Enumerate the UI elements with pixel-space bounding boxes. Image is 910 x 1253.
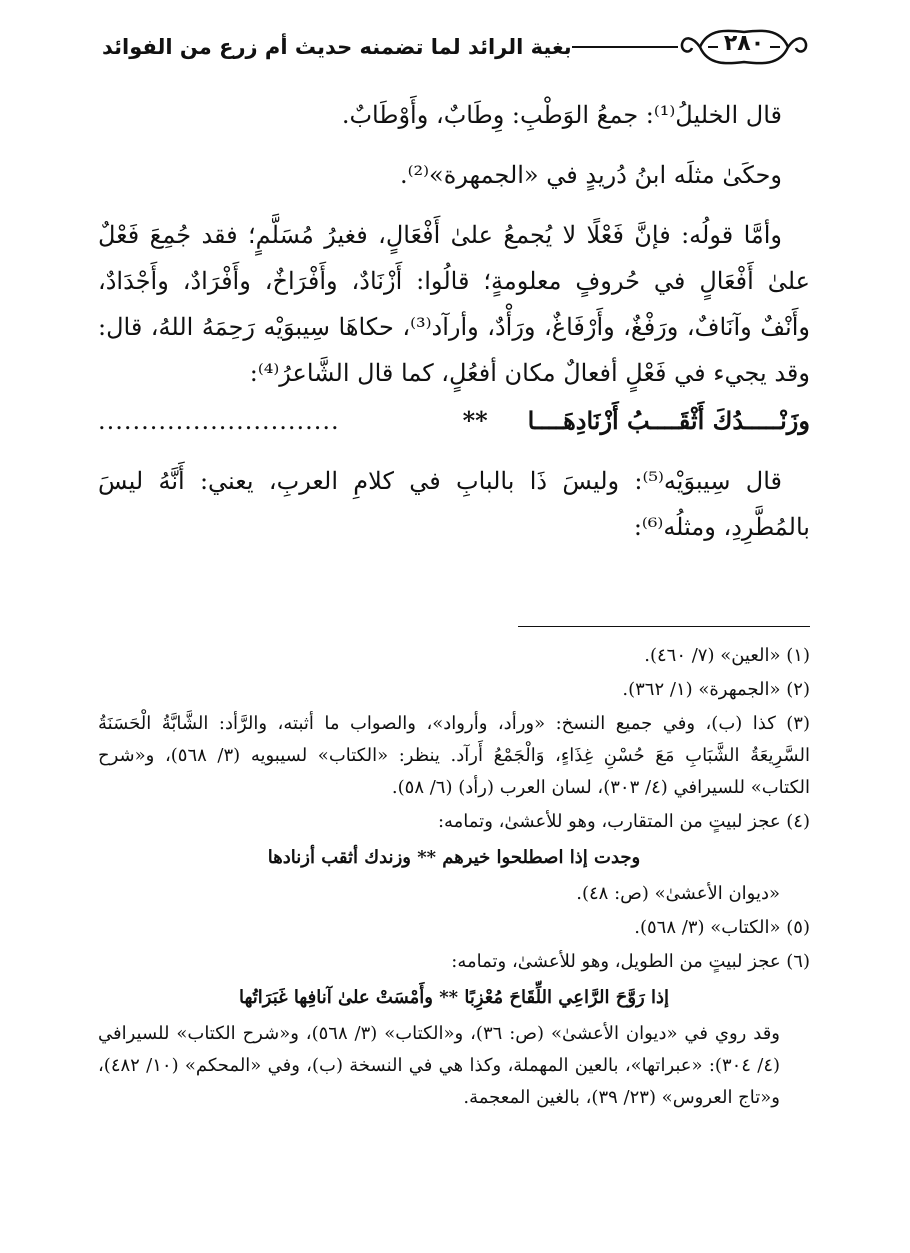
footnote-4-verse: وجدت إذا اصطلحوا خيرهم ** وزندك أثقب أزنادها: [267, 847, 641, 868]
verse-second-hemistich: وزَنْـــــدُكَ أَثْقَــــبُ أَزْنَادِهَــــا: [527, 406, 810, 435]
paragraph: قال الخليلُ⁽¹⁾: جمعُ الوَطْبِ: وِطَابٌ، وأَوْطَابٌ.: [341, 101, 782, 129]
footnote-divider: [518, 626, 810, 627]
poetry-verse: [98, 398, 810, 444]
footnote-4: (٤) عجز لبيتٍ من المتقارب، وهو للأعشىٰ، وتمامه:: [437, 811, 810, 832]
verse-omitted-hemistich: ............................: [98, 407, 340, 435]
footnote-6-verse: إذا رَوَّحَ الرَّاعِي اللِّقَاحَ مُعْزِبًا ** وأَمْسَتْ علىٰ آنافِها غَبَرَاتُها: [238, 987, 670, 1008]
page-number: ٢٨٠: [723, 31, 765, 56]
paragraph: وحكَىٰ مثلَه ابنُ دُريدٍ في «الجمهرة»⁽²⁾.: [399, 161, 782, 189]
footnote-1: (١) «العين» (٧/ ٤٦٠).: [644, 645, 810, 666]
page-header: [90, 22, 814, 72]
footnote-3: (٣) كذا (ب)، وفي جميع النسخ: «ورأد، وأرواد»، والصواب ما أثبته، والرَّأد: الشَّابَّةُ الْحَسَنَةُ السَّرِيعَةُ الشَّبَابِ مَعَ حُسْنِ غِذَاءٍ، وَالْجَمْعُ أَرآد. ينظر: «الكتاب» لسيبويه (٣/ ٥٦٨)، و«شرح الكتاب» للسيرافي (٤/ ٣٠٣)، لسان العرب (رأد) (٦/ ٥٨).: [98, 713, 810, 798]
header-rule: [572, 46, 678, 48]
verse-separator: **: [462, 406, 488, 435]
page-number-badge: [678, 22, 810, 72]
footnotes: [98, 640, 810, 1116]
footnote-5: (٥) «الكتاب» (٣/ ٥٦٨).: [634, 917, 810, 938]
footnote-6: (٦) عجز لبيتٍ من الطويل، وهو للأعشىٰ، وتمامه:: [451, 951, 810, 972]
footnote-6-note: وقد روي في «ديوان الأعشىٰ» (ص: ٣٦)، و«الكتاب» (٣/ ٥٦٨)، و«شرح الكتاب» للسيرافي (٤/ ٣٠٤): «عبراتها»، بالعين المهملة، وكذا هي في النسخة (ب)، وفي «المحكم» (١٠/ ٤٨٢)، و«تاج العروس» (٢٣/ ٣٩)، بالغين المعجمة.: [98, 1023, 781, 1108]
footnote-4-source: «ديوان الأعشىٰ» (ص: ٤٨).: [576, 883, 780, 904]
footnote-2: (٢) «الجمهرة» (١/ ٣٦٢).: [622, 679, 810, 700]
running-title: بغية الرائد لما تضمنه حديث أم زرع من الفوائد: [102, 35, 572, 59]
main-text: [98, 92, 810, 550]
paragraph: قال سِيبوَيْه⁽⁵⁾: وليسَ ذَا بالبابِ في كلامِ العربِ، يعني: أَنَّهُ ليسَ بالمُطَّرِدِ، ومثلُه⁽⁶⁾:: [98, 467, 810, 541]
paragraph: وأمَّا قولُه: فإنَّ فَعْلًا لا يُجمعُ علىٰ أَفْعَالٍ، فغيرُ مُسَلَّمٍ؛ فقد جُمِعَ فَعْلٌ علىٰ أَفْعَالٍ في حُروفٍ معلومةٍ؛ قالُوا: أَزْنَادٌ، وأَفْرَاخٌ، وأَفْرَادٌ، وأَجْدَادٌ، وأَنْفٌ وآنَافٌ، ورَفْغٌ، وأَرْفَاغٌ، ورَأْدٌ، وأرآد⁽³⁾، حكاهَا سِيبوَيْه رَحِمَهُ اللهُ، قال: وقد يجيء في فَعْلٍ أفعالٌ مكان أفعُلٍ، كما قال الشَّاعرُ⁽⁴⁾:: [98, 221, 810, 387]
